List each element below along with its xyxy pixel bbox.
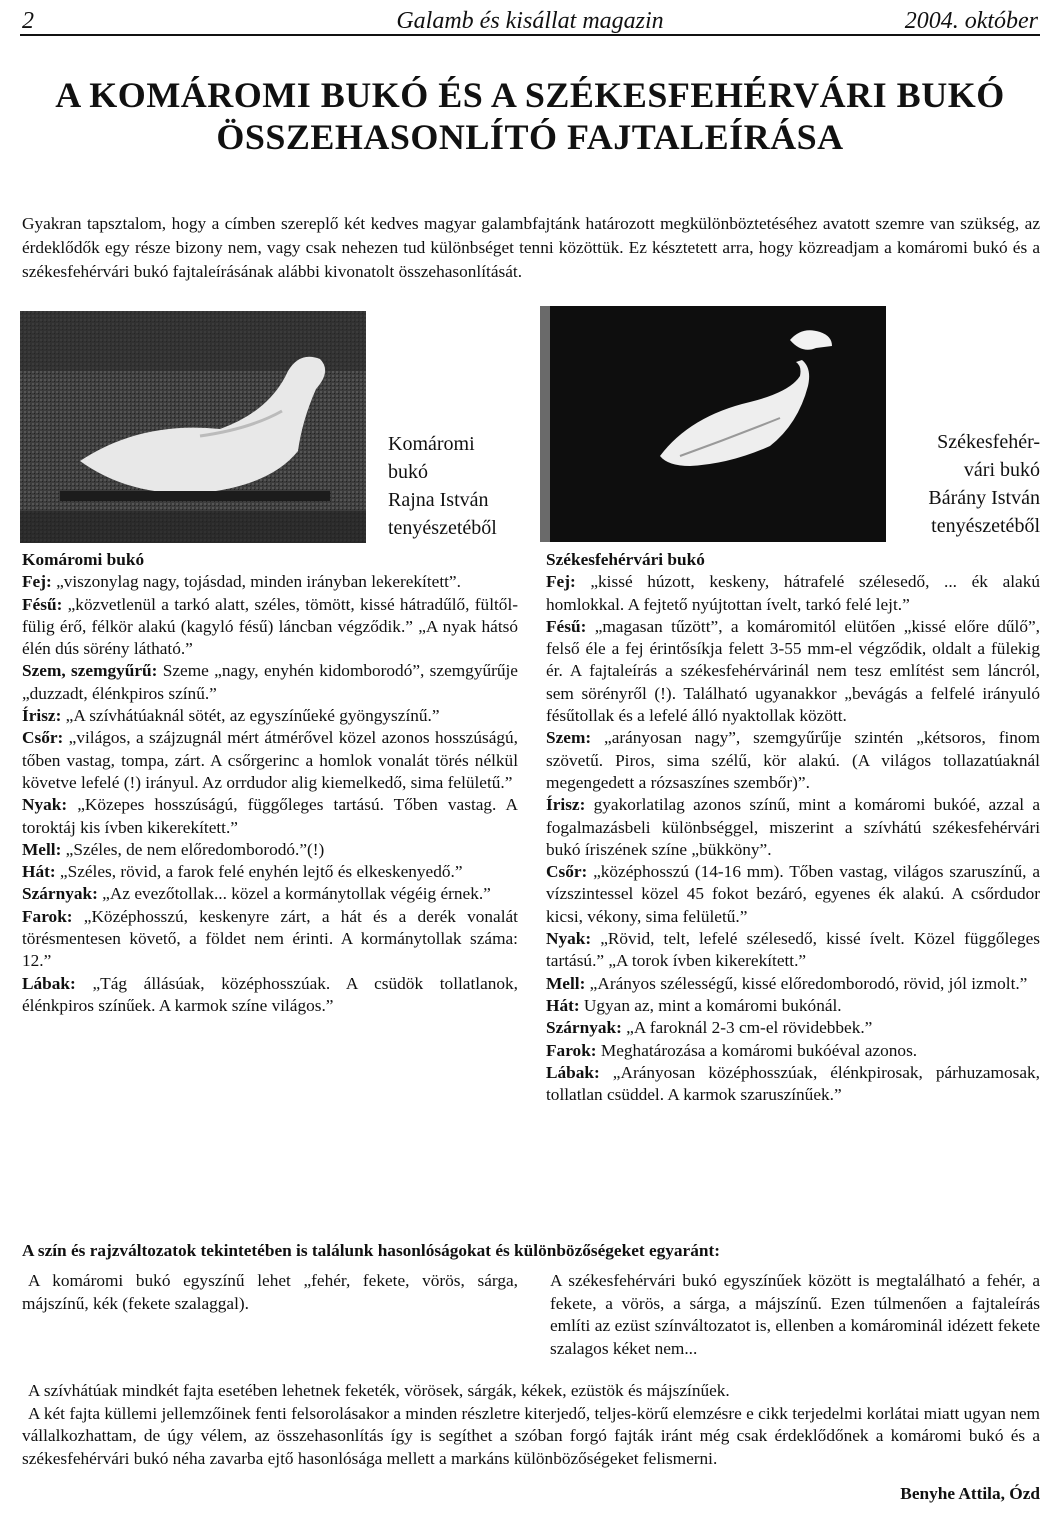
photo-caption-left: Komáromi bukó Rajna István tenyészetéből bbox=[388, 433, 497, 539]
trait-entry: Fésű: „magasan tűzött”, a komáromitól elütően „kissé előre dűlő”, felső éle a fej érintősíkja felett 3-55 mm-el végződik, oldalt a fülekig ér. A fajtaleírás a székesfehérvárinál nem tesz említést sem láncról, sem sörényről (!). Található ugyanakkor „bevágás a felfelé irányuló fésűtollak és a lefelé álló nyaktollak között. bbox=[546, 616, 1040, 726]
closing-paragraph: A két fajta küllemi jellemzőinek fenti felsorolásakor a minden részletre kiterjedő, teljes-körű elemzésre e cikk terjedelmi korlátai miatt ugyan nem vállalkozhattam, de úgy vélem, az összehasonlítás így is segíthet a szóban forgó fajták iránt még csak érdeklődőnek a komáromi bukó és a székesfehérvári bukó néha zavarba ejtő hasonlósága mellett a markáns különbözőségeket felismerni. bbox=[22, 1403, 1040, 1468]
page-number: 2 bbox=[22, 8, 34, 34]
trait-entry: Írisz: gyakorlatilag azonos színű, mint a komáromi bukóé, azzal a fogalmazásbeli különbséggel, miszerint a szívhátú székesfehérvári bukó íriszének színe „bükköny”. bbox=[546, 795, 1040, 859]
szekesfehervari-color-variations: A székesfehérvári bukó egyszínűek között is megtalálható a fehér, a fekete, a vörös, a sárga, a májszínű. Ezen túlmenően a fajtaleírás említi az ezüst színváltozatot is, ellenben a komárominál idézett fekete szalagos kéket nem... bbox=[550, 1271, 1040, 1358]
trait-entry: Hát: Ugyan az, mint a komáromi bukónál. bbox=[546, 995, 842, 1015]
trait-entry: Fej: „kissé húzott, keskeny, hátrafelé szélesedő, ... ék alakú homlokkal. A fejtető nyújtottan ívelt, tarkó felé lejt.” bbox=[546, 572, 1040, 614]
trait-entry: Farok: „Középhosszú, keskenyre zárt, a hát és a derék vonalát törésmentesen követő, a földet nem érinti. A kormánytollak száma: 12.” bbox=[22, 906, 518, 971]
trait-entry: Írisz: „A szívhátúaknál sötét, az egyszínűeké gyöngyszínű.” bbox=[22, 706, 440, 726]
trait-entry: Hát: „Széles, rövid, a farok felé enyhén lejtő és elkeskenyedő.” bbox=[22, 862, 463, 882]
title-line-1: A KOMÁROMI BUKÓ ÉS A SZÉKESFEHÉRVÁRI BUKÓ bbox=[55, 75, 1005, 115]
photo-komaromi-buko bbox=[20, 311, 366, 543]
trait-entry: Mell: „Arányos szélességű, kissé előredomborodó, rövid, jól izmolt.” bbox=[546, 973, 1028, 993]
color-variations-heading: A szín és rajzváltozatok tekintetében is találunk hasonlóságokat és különbözőségeket egyaránt: bbox=[22, 1241, 720, 1260]
title-line-2: ÖSSZEHASONLÍTÓ FAJTALEÍRÁSA bbox=[216, 117, 844, 157]
trait-entry: Fej: „viszonylag nagy, tojásdad, minden irányban lekerekített”. bbox=[22, 572, 461, 592]
article-title bbox=[20, 74, 1040, 158]
trait-entry: Szem, szemgyűrű: Szeme „nagy, enyhén kidomborodó”, szemgyűrűje „duzzadt, élénkpiros színű.” bbox=[22, 661, 518, 703]
trait-entry: Farok: Meghatározása a komáromi bukóéval azonos. bbox=[546, 1040, 918, 1060]
trait-entry: Szárnyak: „Az evezőtollak... közel a kormánytollak végéig érnek.” bbox=[22, 884, 491, 904]
photo-caption-right: Székesfehér- vári bukó Bárány István tenyészetéből bbox=[928, 431, 1040, 537]
intro-paragraph: Gyakran tapsztalom, hogy a címben szereplő két kedves magyar galambfajtánk határozott megkülönböztetéséhez avatott szemre van szükség, az érdeklődők egy része bizony nem, vagy csak nehezen tud különbséget tenni közöttük. Ez késztetett arra, hogy közreadjam a komáromi bukó és a székesfehérvári bukó fajtaleírásának alábbi kivonatolt összehasonlítását. bbox=[22, 214, 1040, 281]
trait-entry: Lábak: „Arányosan középhosszúak, élénkpirosak, párhuzamosak, tollatlan csüddel. A karmok szaruszínűek.” bbox=[546, 1062, 1040, 1105]
trait-entry: Szárnyak: „A faroknál 2-3 cm-el rövidebbek.” bbox=[546, 1018, 873, 1038]
magazine-name: Galamb és kisállat magazin bbox=[396, 8, 664, 34]
pigeon-photo-left bbox=[20, 311, 366, 543]
trait-entry: Csőr: „világos, a szájzugnál mért átmérővel közel azonos hosszúságú, tőben vastag, tompa, zárt. A csőrgerinc a homlok vonalát törés nélkül követve lefelé (!) irányul. Az orrdudor alig kiemelkedő, sima felületű.” bbox=[22, 728, 518, 792]
issue-date: 2004. október bbox=[904, 8, 1038, 34]
szekesfehervari-description-column bbox=[546, 549, 1040, 1106]
trait-entry: Lábak: „Tág állásúak, középhosszúak. A csüdök tollatlanok, élénkpiros színűek. A karmok színe világos.” bbox=[22, 973, 518, 1015]
komaromi-description-column bbox=[22, 549, 518, 1017]
page-header bbox=[20, 6, 1040, 36]
trait-entry: Nyak: „Rövid, telt, lefelé szélesedő, kissé ívelt. Közel függőleges tartású.” „A torok ívben kikerekített.” bbox=[546, 929, 1040, 971]
photo-szekesfehervari-buko bbox=[540, 306, 886, 542]
section-heading: Komáromi bukó bbox=[22, 550, 145, 569]
pigeon-photo-right bbox=[540, 306, 886, 542]
author-signature: Benyhe Attila, Ózd bbox=[900, 1484, 1040, 1503]
trait-entry: Szem: „arányosan nagy”, szemgyűrűje szintén „kétsoros, finom szövetű. Piros, sima szélű, kör alakú. (A világos tollazatúaknál megengedett a rózsaszínes szembőr)”. bbox=[546, 728, 1040, 792]
closing-paragraphs bbox=[22, 1380, 1040, 1470]
trait-entry: Csőr: „középhosszú (14-16 mm). Tőben vastag, világos szaruszínű, a vízszintessel közel 45 fokot bezáró, egyenes ék alakú. A csőrdudor kicsi, vékony, sima felületű.” bbox=[546, 862, 1040, 926]
komaromi-color-variations: A komáromi bukó egyszínű lehet „fehér, fekete, vörös, sárga, májszínű, kék (fekete szalaggal). bbox=[22, 1271, 518, 1313]
trait-entry: Fésű: „közvetlenül a tarkó alatt, széles, tömött, kissé hátradűlő, fültől-fülig érő, félkör alakú (kagyló fésű) láncban végződik.” „A nyak hátsó élén dús sörény látható.” bbox=[22, 594, 518, 659]
trait-entry: Nyak: „Közepes hosszúságú, függőleges tartású. Tőben vastag. A toroktáj kis ívben kikerekített.” bbox=[22, 795, 518, 837]
trait-entry: Mell: „Széles, de nem előredomborodó.”(!) bbox=[22, 839, 325, 859]
closing-paragraph: A szívhátúak mindkét fajta esetében lehetnek feketék, vörösek, sárgák, kékek, ezüstök és májszínűek. bbox=[28, 1381, 730, 1400]
section-heading: Székesfehérvári bukó bbox=[546, 550, 705, 569]
